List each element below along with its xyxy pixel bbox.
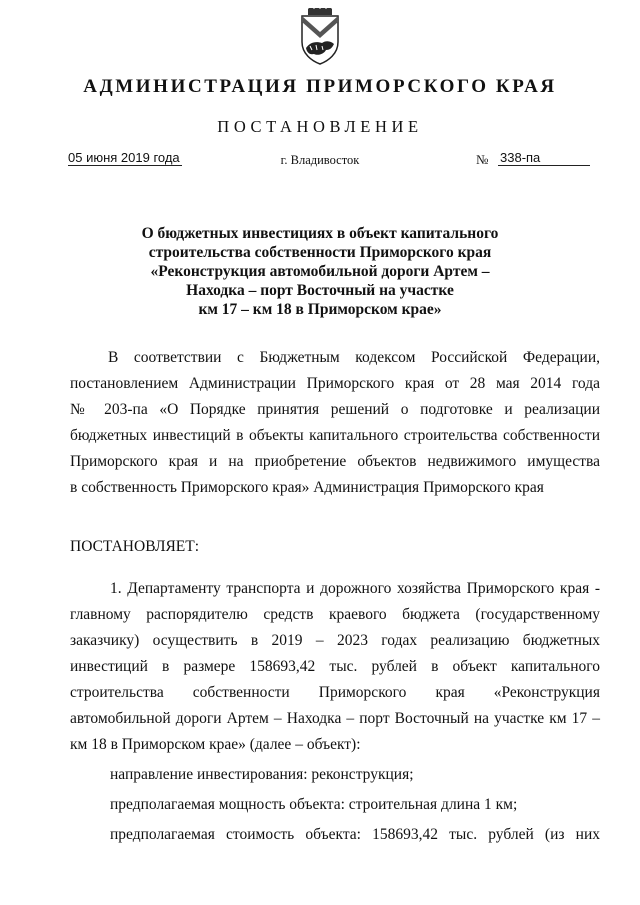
document-number: 338-па [498,150,590,166]
preamble-line: бюджетных инвестиций в объекты капитального строительства собственности [70,427,600,444]
item-1-paragraph [70,576,600,758]
preamble-line: Приморского края и на приобретение объектов недвижимого имущества [70,453,600,470]
item-line: инвестиций в размере 158693,42 тыс. рублей в объект капитального [70,658,600,675]
preamble-line: постановлением Администрации Приморского края от 28 мая 2014 года [70,375,600,392]
subitem-capacity: предполагаемая мощность объекта: строительная длина 1 км; [110,796,518,813]
item-line: 1. Департаменту транспорта и дорожного хозяйства Приморского края - [110,580,600,597]
document-type: ПОСТАНОВЛЕНИЕ [217,117,423,136]
subitem-cost: предполагаемая стоимость объекта: 158693,42 тыс. рублей (из них [110,826,600,843]
item-line: автомобильной дороги Артем – Находка – порт Восточный на участке км 17 – [70,710,600,727]
document-city: г. Владивосток [280,153,360,167]
title-line: Находка – порт Восточный на участке [186,282,454,299]
title-line: км 17 – км 18 в Приморском крае» [198,301,442,318]
preamble-line: В соответствии с Бюджетным кодексом Российской Федерации, [108,349,600,366]
document-title [110,224,530,319]
title-line: О бюджетных инвестициях в объект капитального [141,225,499,242]
decree-heading: ПОСТАНОВЛЯЕТ: [70,538,200,555]
title-line: «Реконструкция автомобильной дороги Артем – [150,263,490,280]
preamble-paragraph [70,345,600,501]
item-line: км 18 в Приморском крае» (далее – объект): [70,736,361,753]
title-line: строительства собственности Приморского края [148,244,492,261]
coat-of-arms-emblem [296,8,344,66]
item-line: строительства собственности Приморского края «Реконструкция [70,684,600,701]
preamble-line: № 203-па «О Порядке принятия решений о подготовке и реализации [70,401,600,418]
item-line: главному распорядителю средств краевого бюджета (государственному [70,606,600,623]
subitem-investment-direction: направление инвестирования: реконструкция; [110,766,414,783]
preamble-line: в собственность Приморского края» Администрация Приморского края [70,479,544,496]
item-line: заказчику) осуществить в 2019 – 2023 годах реализацию бюджетных [70,632,600,649]
document-date: 05 июня 2019 года [68,150,180,165]
organization-name: АДМИНИСТРАЦИЯ ПРИМОРСКОГО КРАЯ [83,76,557,97]
number-label: № [476,152,489,167]
